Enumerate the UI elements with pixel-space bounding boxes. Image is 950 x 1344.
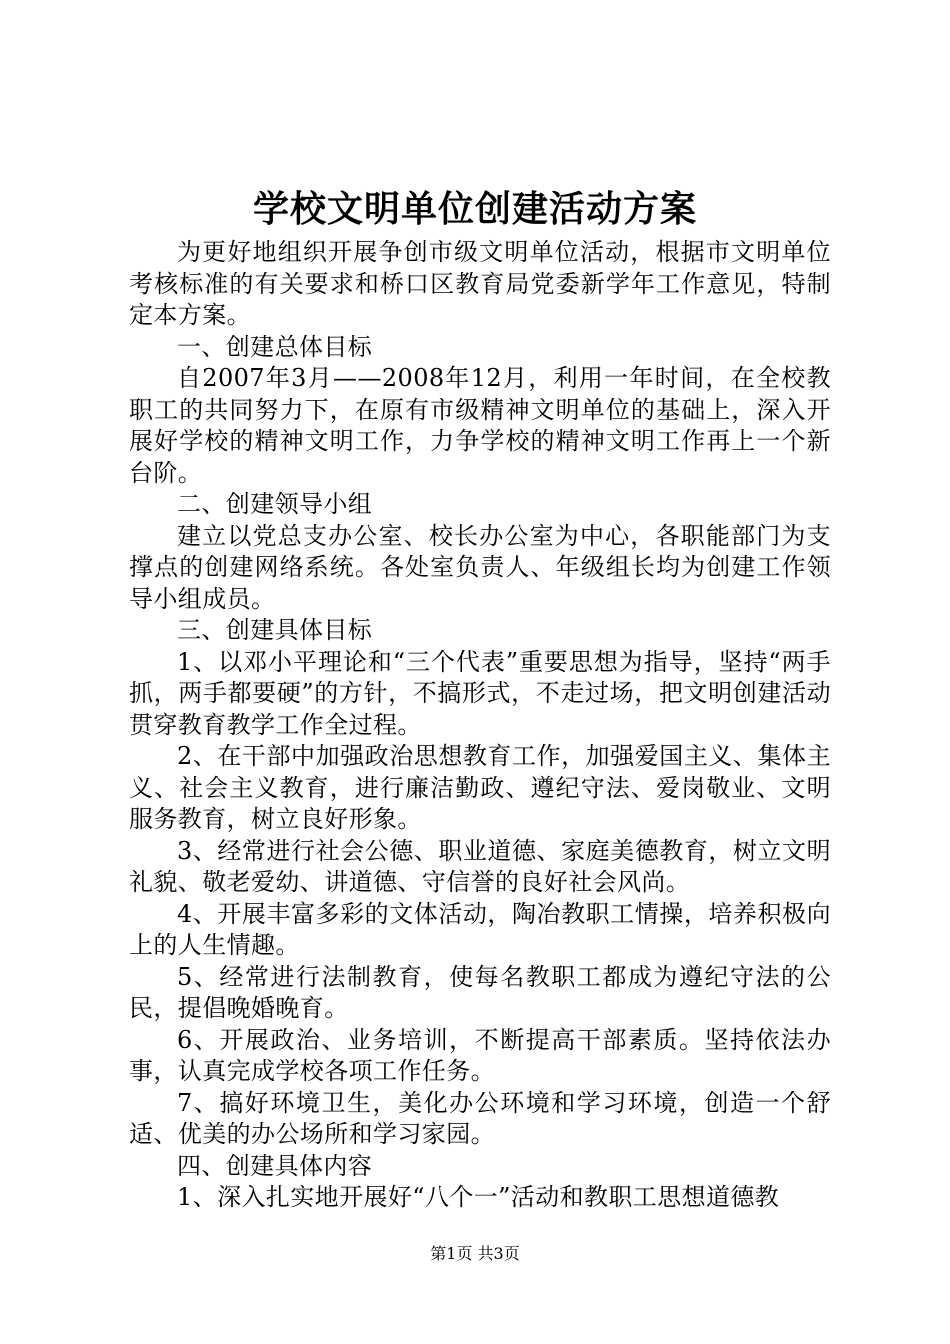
goal-item-4: 4、开展丰富多彩的文体活动，陶冶教职工情操，培养积极向上的人生情趣。 [129,899,831,959]
content-item-1: 1、深入扎实地开展好“八个一”活动和教职工思想道德教 [177,1183,780,1211]
goal-item-3: 3、经常进行社会公德、职业道德、家庭美德教育，树立文明礼貌、敬老爱幼、讲道德、守信誉的良好社会风尚。 [129,836,831,896]
goal-item-5: 5、经常进行法制教育，使每名教职工都成为遵纪守法的公民，提倡晚婚晚育。 [129,962,831,1022]
section-heading-3: 三、创建具体目标 [177,616,373,644]
section-2-paragraph: 建立以党总支办公室、校长办公室为中心，各职能部门为支撑点的创建网络系统。各处室负责人、年级组长均为创建工作领导小组成员。 [129,521,831,613]
document-body [129,237,831,1214]
goal-item-2: 2、在干部中加强政治思想教育工作，加强爱国主义、集体主义、社会主义教育，进行廉洁勤政、遵纪守法、爱岗敬业、文明服务教育，树立良好形象。 [129,742,831,833]
section-heading-4: 四、创建具体内容 [177,1151,373,1180]
section-heading-1: 一、创建总体目标 [177,332,373,361]
goal-item-7: 7、搞好环境卫生，美化办公环境和学习环境，创造一个舒适、优美的办公场所和学习家园。 [129,1088,831,1148]
section-heading-2: 二、创建领导小组 [177,490,373,518]
document-title: 学校文明单位创建活动方案 [252,188,697,230]
goal-item-6: 6、开展政治、业务培训，不断提高干部素质。坚持依法办事，认真完成学校各项工作任务。 [129,1025,831,1085]
section-1-paragraph: 自2007年3月——2008年12月，利用一年时间，在全校教职工的共同努力下，在原有市级精神文明单位的基础上，深入开展好学校的精神文明工作，力争学校的精神文明工作再上一个新台阶。 [129,364,831,487]
goal-item-1: 1、以邓小平理论和“三个代表”重要思想为指导，坚持“两手抓，两手都要硬”的方针，不搞形式，不走过场，把文明创建活动贯穿教育教学工作全过程。 [129,647,831,739]
page-number-footer: 第1页 共3页 [430,1244,520,1263]
intro-paragraph: 为更好地组织开展争创市级文明单位活动，根据市文明单位考核标准的有关要求和桥口区教育局党委新学年工作意见，特制定本方案。 [129,238,831,329]
